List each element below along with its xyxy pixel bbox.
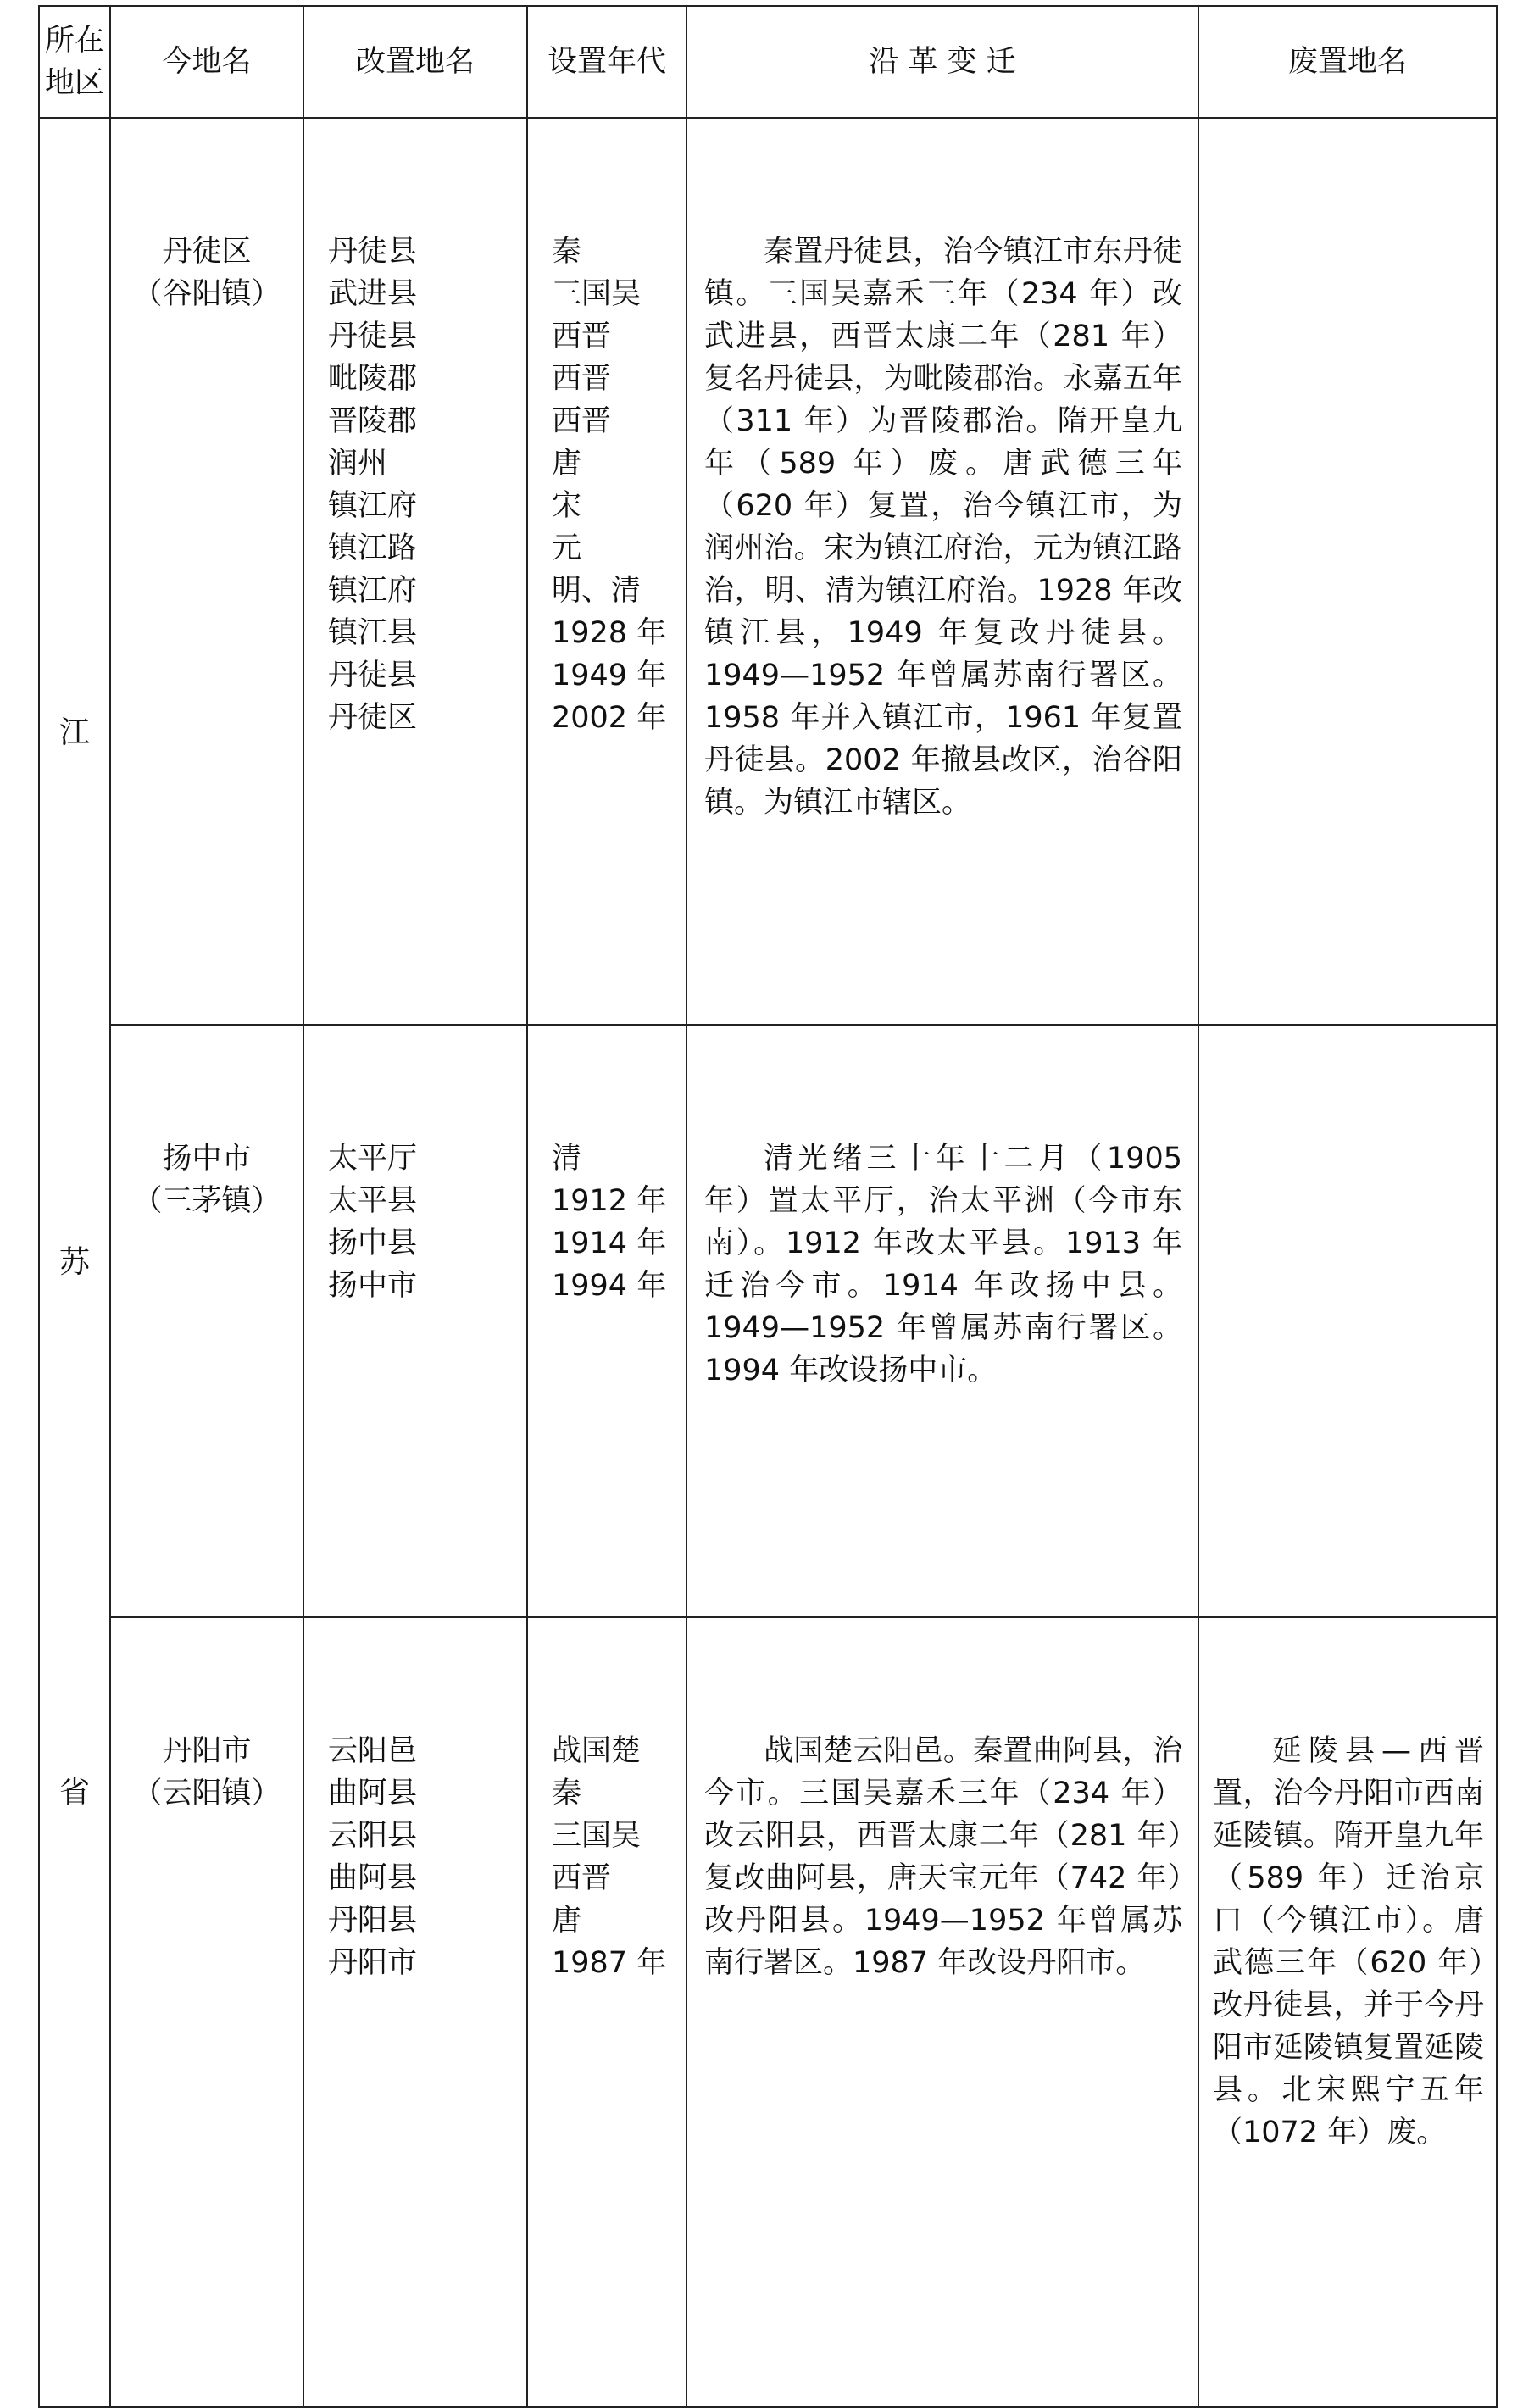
abolished-cell [1198,118,1497,1025]
header-set-era: 设置年代 [527,6,686,118]
history-text: 战国楚云阳邑。秦置曲阿县，治今市。三国吴嘉禾三年（234 年）改云阳县，西晋太康二年（281 年）复改曲阿县，唐天宝元年（742 年）改丹阳县。1949—1952 年曾属苏南行署区。1987 年改设丹阳市。 [704,1734,1182,1980]
header-region: 所在地区 [39,6,110,118]
set-name: 扬中县 [328,1226,418,1260]
current-name: 扬中市 [162,1142,252,1176]
set-era: 西晋 [552,362,612,396]
set-name: 云阳邑 [328,1734,418,1768]
set-era: 秦 [552,235,582,269]
header-current-name: 今地名 [110,6,303,118]
set-name: 晋陵郡 [328,404,418,438]
set-name: 镇江府 [328,574,418,608]
abolished-cell [1198,1025,1497,1617]
current-name-cell [110,1617,303,2407]
set-name: 毗陵郡 [328,362,418,396]
history-text: 秦置丹徒县，治今镇江市东丹徒镇。三国吴嘉禾三年（234 年）改武进县，西晋太康二年（281 年）复名丹徒县，为毗陵郡治。永嘉五年（311 年）为晋陵郡治。隋开皇九年（589 年）废。唐武德三年（620 年）复置，治今镇江市，为润州治。宋为镇江府治，元为镇江路治，明、清为镇江府治。1928 年改镇江县，1949 年复改丹徒县。1949—1952 年曾属苏南行署区。1958 年并入镇江市，1961 年复置丹徒县。2002 年撤县改区，治谷阳镇。为镇江市辖区。 [704,235,1182,820]
current-name: 丹阳市 [162,1734,252,1768]
admin-history-table [38,5,1498,2408]
region-char: 省 [58,1774,90,1810]
set-era-cell [527,1025,686,1617]
set-name: 武进县 [328,277,418,311]
set-era: 1912 年 [552,1184,667,1218]
set-name: 曲阿县 [328,1861,418,1895]
set-name: 镇江县 [328,616,418,650]
set-name: 曲阿县 [328,1777,418,1810]
set-era: 唐 [552,1904,582,1938]
set-era: 2002 年 [552,701,667,735]
table-row [39,1617,1497,2407]
current-name: 丹徒区 [162,235,252,269]
set-era: 清 [552,1142,582,1176]
table-row [39,1025,1497,1617]
header-abolished: 废置地名 [1198,6,1497,118]
set-era: 三国吴 [552,1819,642,1853]
set-name: 丹徒县 [328,659,418,692]
set-era: 1994 年 [552,1269,667,1303]
current-name-cell [110,1025,303,1617]
set-era: 1928 年 [552,616,667,650]
set-era: 西晋 [552,320,612,353]
set-era: 1914 年 [552,1226,667,1260]
history-cell [686,1025,1198,1617]
set-era: 元 [552,531,582,565]
set-name: 丹徒县 [328,320,418,353]
current-seat: （云阳镇） [132,1777,281,1810]
set-era: 战国楚 [552,1734,642,1768]
header-history: 沿 革 变 迁 [686,6,1198,118]
history-cell [686,118,1198,1025]
header-set-names: 改置地名 [303,6,527,118]
current-seat: （三茅镇） [132,1184,281,1218]
set-name: 太平县 [328,1184,418,1218]
current-seat: （谷阳镇） [132,277,281,311]
set-name: 镇江府 [328,489,418,523]
set-name: 丹徒区 [328,701,418,735]
set-name: 扬中市 [328,1269,418,1303]
history-cell [686,1617,1198,2407]
set-era: 西晋 [552,404,612,438]
region-char: 苏 [58,1244,90,1280]
set-name: 丹阳市 [328,1946,418,1980]
set-era: 秦 [552,1777,582,1810]
set-era: 1949 年 [552,659,667,692]
set-name: 太平厅 [328,1142,418,1176]
set-names-cell [303,118,527,1025]
region-char: 江 [58,715,90,750]
table-header-row [39,6,1497,118]
current-name-cell [110,118,303,1025]
set-era: 1987 年 [552,1946,667,1980]
history-text: 清光绪三十年十二月（1905 年）置太平厅，治太平洲（今市东南）。1912 年改太平县。1913 年迁治今市。1914 年改扬中县。1949—1952 年曾属苏南行署区。1994 年改设扬中市。 [704,1142,1182,1388]
set-name: 丹徒县 [328,235,418,269]
set-era: 唐 [552,447,582,481]
set-era: 宋 [552,489,582,523]
set-names-cell [303,1025,527,1617]
set-name: 镇江路 [328,531,418,565]
set-name: 润州 [328,447,388,481]
set-era: 西晋 [552,1861,612,1895]
set-name: 丹阳县 [328,1904,418,1938]
set-era-cell [527,118,686,1025]
set-era-cell [527,1617,686,2407]
abolished-cell [1198,1617,1497,2407]
set-names-cell [303,1617,527,2407]
table-row [39,118,1497,1025]
set-era: 明、清 [552,574,642,608]
abolished-text: 延陵县—西晋置，治今丹阳市西南延陵镇。隋开皇九年（589 年）迁治京口（今镇江市）。唐武德三年（620 年）改丹徒县，并于今丹阳市延陵镇复置延陵县。北宋熙宁五年（1072 年）废。 [1213,1734,1484,2149]
region-cell [39,118,110,2407]
set-era: 三国吴 [552,277,642,311]
set-name: 云阳县 [328,1819,418,1853]
